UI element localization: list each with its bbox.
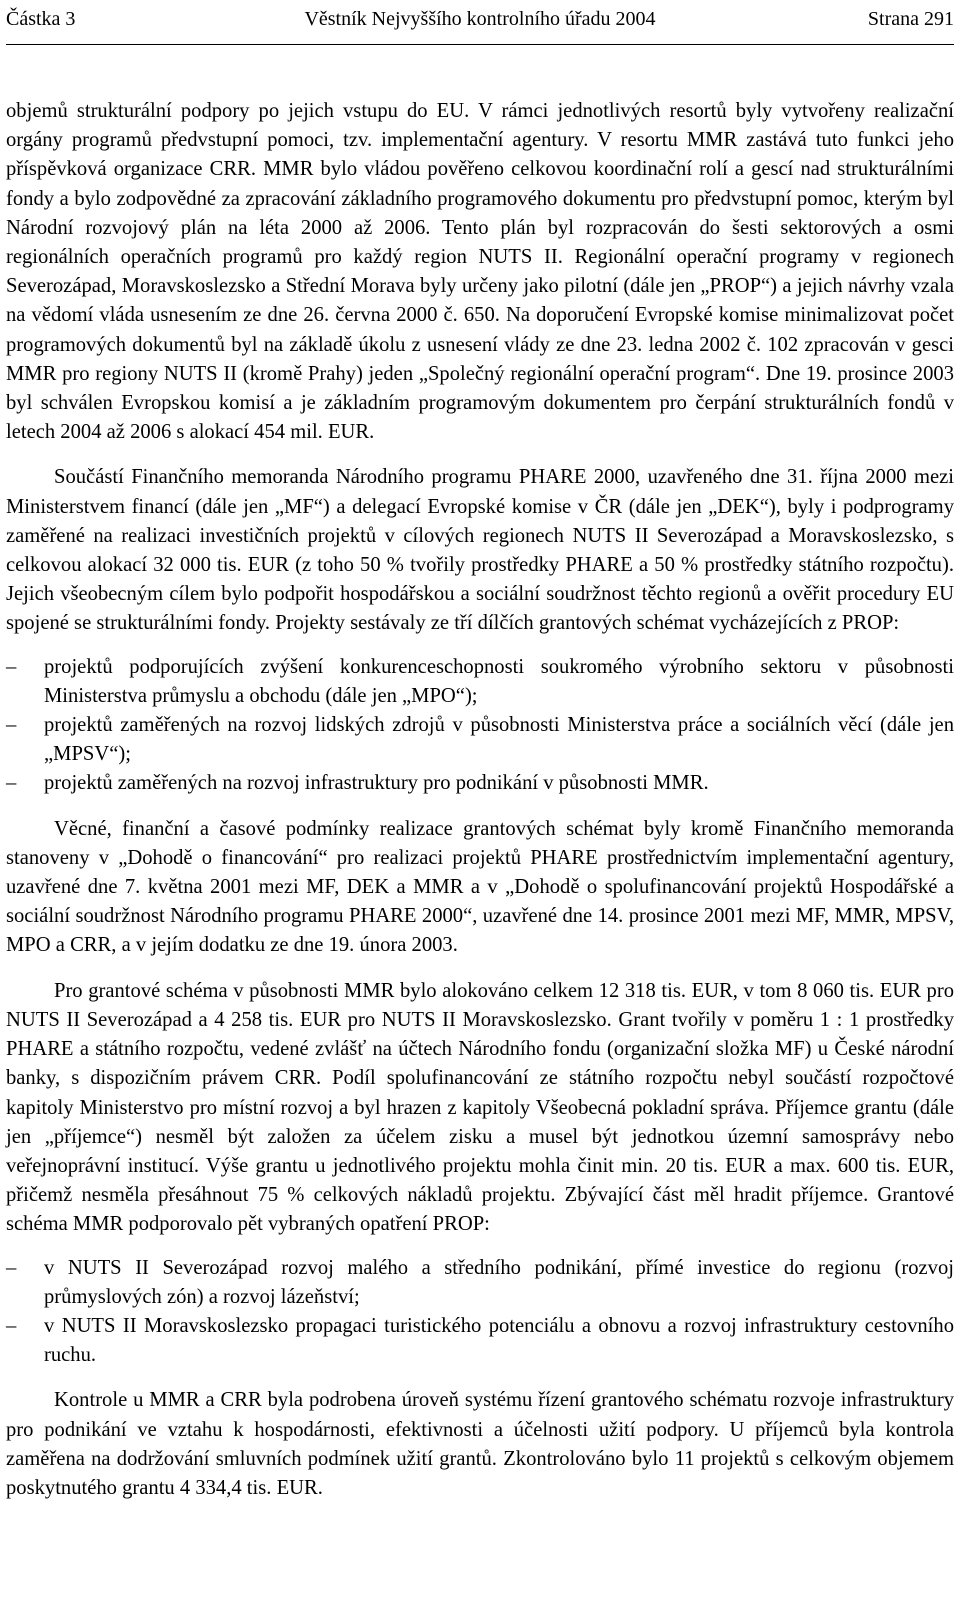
dash-bullet-icon: – [6, 1314, 17, 1337]
list-item: – projektů zaměřených na rozvoj lidských zdrojů v působnosti Ministerstva práce a sociálních věcí (dále jen „MPSV“); [6, 711, 954, 769]
list-item: – v NUTS II Moravskoslezsko propagaci turistického potenciálu a obnovu a rozvoj infrastruktury cestovního ruchu. [6, 1312, 954, 1370]
list-item: – projektů podporujících zvýšení konkurenceschopnosti soukromého výrobního sektoru v působnosti Ministerstva průmyslu a obchodu (dále jen „MPO“); [6, 653, 954, 711]
paragraph-1: objemů strukturální podpory po jejich vstupu do EU. V rámci jednotlivých resortů byly vytvořeny realizační orgány programů předvstupní pomoci, tzv. implementační agentury. V resortu MMR zastává tuto funkci jeho příspěvková organizace CRR. MMR bylo vládou pověřeno celkovou koordinační rolí a gescí nad strukturálními fondy a bylo zodpovědné za zpracování základního programového dokumentu pro předvstupní pomoc, kterým byl Národní rozvojový plán na léta 2000 až 2006. Tento plán byl rozpracován do šesti sektorových a osmi regionálních operačních programů pro každý region NUTS II. Regionální operační programy v regionech Severozápad, Moravskoslezsko a Střední Morava byly určeny jako pilotní (dále jen „PROP“) a jejich návrhy vzala na vědomí vláda usnesením ze dne 26. června 2000 č. 650. Na doporučení Evropské komise minimalizovat počet programových dokumentů byl na základě úkolu z usnesení vlády ze dne 23. ledna 2002 č. 102 zpracován v gesci MMR pro regiony NUTS II (kromě Prahy) jeden „Společný regionální operační program“. Dne 19. prosince 2003 byl schválen Evropskou komisí a je základním programovým dokumentem pro čerpání strukturálních fondů v letech 2004 až 2006 s alokací 454 mil. EUR. [6, 100, 954, 444]
list-item: – projektů zaměřených na rozvoj infrastruktury pro podnikání v působnosti MMR. [6, 769, 954, 798]
grant-scheme-list [6, 653, 954, 799]
dash-bullet-icon: – [6, 714, 17, 737]
paragraph-3: Věcné, finanční a časové podmínky realizace grantových schémat byly kromě Finančního memoranda stanoveny v „Dohodě o financování“ pro realizaci projektů PHARE prostřednictvím implementační agentury, uzavřené dne 7. května 2001 mezi MF, DEK a MMR a v „Dohodě o spolufinancování projektů Hospodářské a sociální soudržnost Národního programu PHARE 2000“, uzavřené dne 14. prosince 2001 mezi MF, MMR, MPSV, MPO a CRR, a v jejím dodatku ze dne 19. února 2003. [6, 817, 954, 957]
paragraph-2: Součástí Finančního memoranda Národního programu PHARE 2000, uzavřeného dne 31. října 2000 mezi Ministerstvem financí (dále jen „MF“) a delegací Evropské komise v ČR (dále jen „DEK“), byly i podprogramy zaměřené na realizaci investičních projektů v cílových regionech NUTS II Severozápad a Moravskoslezsko, s celkovou alokací 32 000 tis. EUR (z toho 50 % tvořily prostředky PHARE a 50 % prostředky státního rozpočtu). Jejich všeobecným cílem bylo podpořit hospodářskou a sociální soudržnost těchto regionů a ověřit procedury EU spojené se strukturálními fondy. Projekty sestávaly ze tří dílčích grantových schémat vycházejících z PROP: [6, 466, 954, 635]
header-issue: Částka 3 [6, 8, 76, 30]
dash-bullet-icon: – [6, 772, 17, 795]
page-header [6, 0, 954, 45]
dash-bullet-icon: – [6, 1256, 17, 1279]
paragraph-5: Kontrole u MMR a CRR byla podrobena úroveň systému řízení grantového schématu rozvoje infrastruktury pro podnikání ve vztahu k hospodárnosti, efektivnosti a účelnosti užití podpory. U příjemců byla kontrola zaměřena na dodržování smluvních podmínek užití grantů. Zkontrolováno bylo 11 projektů s celkovým objemem poskytnutého grantu 4 334,4 tis. EUR. [6, 1389, 954, 1499]
dash-bullet-icon: – [6, 655, 17, 678]
header-page-number: Strana 291 [867, 8, 954, 30]
body-text [6, 97, 954, 1503]
measures-list [6, 1254, 954, 1371]
header-title: Věstník Nejvyššího kontrolního úřadu 2004 [304, 8, 656, 30]
list-item: – v NUTS II Severozápad rozvoj malého a středního podnikání, přímé investice do regionu (rozvoj průmyslových zón) a rozvoj lázeňství; [6, 1254, 954, 1312]
paragraph-4: Pro grantové schéma v působnosti MMR bylo alokováno celkem 12 318 tis. EUR, v tom 8 060 tis. EUR pro NUTS II Severozápad a 4 258 tis. EUR pro NUTS II Moravskoslezsko. Grant tvořily v poměru 1 : 1 prostředky PHARE a státního rozpočtu, vedené zvlášť na účtech Národního fondu (organizační složka MF) u České národní banky, s dispozičním právem CRR. Podíl spolufinancování ze státního rozpočtu nebyl součástí rozpočtové kapitoly Ministerstvo pro místní rozvoj a byl hrazen z kapitoly Všeobecná pokladní správa. Příjemce grantu (dále jen „příjemce“) nesměl být založen za účelem zisku a musel být jednotkou územní samosprávy nebo veřejnoprávní institucí. Výše grantu u jednotlivého projektu mohla činit min. 20 tis. EUR a max. 600 tis. EUR, přičemž nesměla přesáhnout 75 % celkových nákladů projektu. Zbývající část měl hradit příjemce. Grantové schéma MMR podporovalo pět vybraných opatření PROP: [6, 979, 954, 1236]
document-page [6, 0, 954, 1503]
